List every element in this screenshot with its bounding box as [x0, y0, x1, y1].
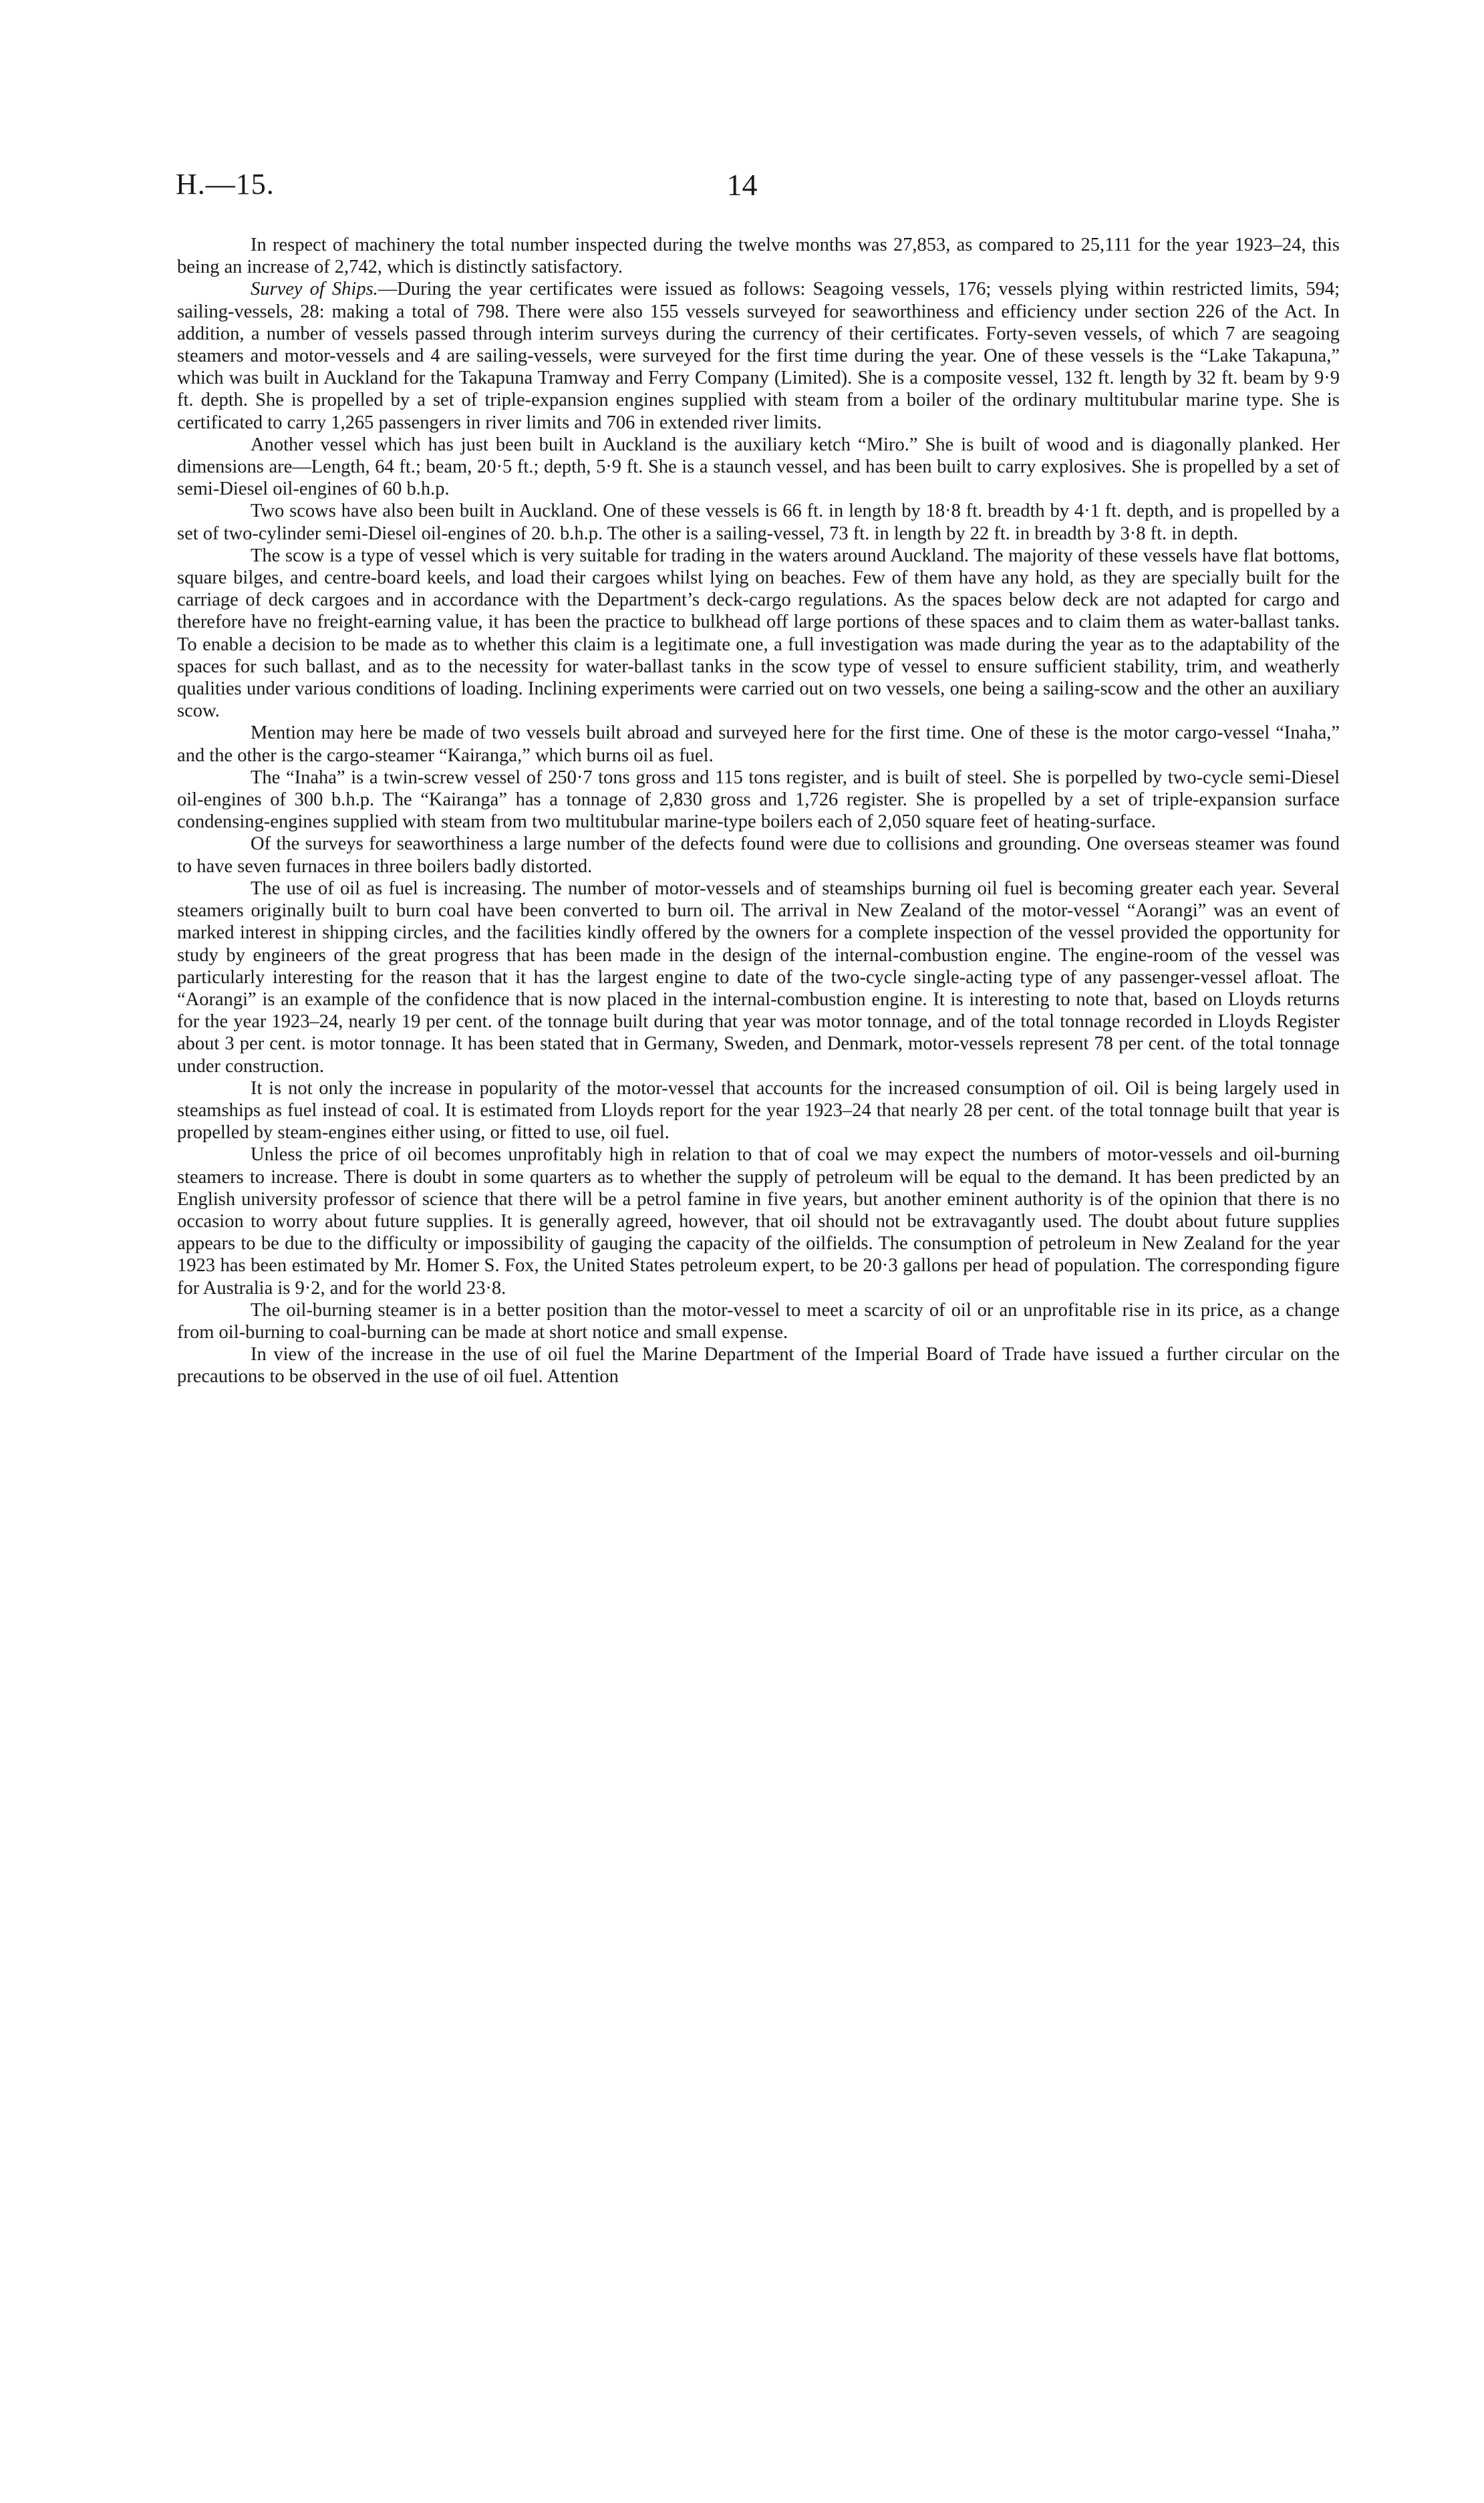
paper-reference: H.—15. — [176, 168, 275, 201]
paragraph — [177, 234, 1340, 278]
paragraph — [177, 878, 1340, 1077]
paragraph-text: Of the surveys for seaworthiness a large number of the defects found were due to collisions and grounding. One overseas steamer was found to have seven furnaces in three boilers badly distorted. — [177, 833, 1340, 877]
paragraph — [177, 1299, 1340, 1343]
paragraph-text: In respect of machinery the total number inspected during the twelve months was 27,853, as compared to 25,111 for the year 1923–24, this being an increase of 2,742, which is distinctly satisfactory. — [177, 235, 1340, 278]
page-number: 14 — [726, 168, 758, 202]
paragraph — [177, 833, 1340, 877]
paragraph — [177, 1077, 1340, 1144]
section-heading: Survey of Ships. — [251, 279, 378, 300]
paragraph-text: The oil-burning steamer is in a better position than the motor-vessel to meet a scarcity of oil or an unprofitable rise in its price, as a change from oil-burning to coal-burning can be made at short notice and small expense. — [177, 1299, 1340, 1343]
paragraph: Survey of Ships.—During the year certificates were issued as follows: Seagoing vessels, 176; vessels plying within restricted limits, 594; sailing-vessels, 28: making a total of 798. There were also 155 vessels surveyed for seaworthiness and efficiency under section 226 of the Act. In addition, a number of vessels passed through interim surveys during the currency of their certificates. Forty-seven vessels, of which 7 are seagoing steamers and motor-vessels and 4 are sailing-vessels, were surveyed for the first time during the year. One of these vessels is the “Lake Takapuna,” which was built in Auckland for the Takapuna Tramway and Ferry Company (Limited). She is a composite vessel, 132 ft. length by 32 ft. beam by 9·9 ft. depth. She is propelled by a set of triple-expansion engines supplied with steam from a boiler of the ordinary multitubular marine type. She is certificated to carry 1,265 passengers in river limits and 706 in extended river limits. — [177, 279, 1340, 433]
paragraph-text: The “Inaha” is a twin-screw vessel of 250·7 tons gross and 115 tons register, and is built of steel. She is porpelled by two-cycle semi-Diesel oil-engines of 300 b.h.p. The “Kairanga” has a tonnage of 2,830 gross and 1,726 register. She is propelled by a set of triple-expansion surface condensing-engines supplied with steam from two multitubular marine-type boilers each of 2,050 square feet of heating-surface. — [177, 767, 1340, 833]
paragraph-text: Another vessel which has just been built in Auckland is the auxiliary ketch “Miro.” She is built of wood and is diagonally planked. Her dimensions are—Length, 64 ft.; beam, 20·5 ft.; depth, 5·9 ft. She is a staunch vessel, and has been built to carry explosives. She is propelled by a set of semi-Diesel oil-engines of 60 b.h.p. — [177, 434, 1340, 500]
paragraph-text: Mention may here be made of two vessels built abroad and surveyed here for the first time. One of these is the motor cargo-vessel “Inaha,” and the other is the cargo-steamer “Kairanga,” which burns oil as fuel. — [177, 722, 1340, 766]
paragraph — [177, 1343, 1340, 1388]
paragraph-text: In view of the increase in the use of oil fuel the Marine Department of the Imperial Board of Trade have issued a further circular on the precautions to be observed in the use of oil fuel. Attention — [177, 1344, 1340, 1388]
paragraph — [177, 722, 1340, 766]
paragraph-text: Unless the price of oil becomes unprofitably high in relation to that of coal we may expect the numbers of motor-vessels and oil-burning steamers to increase. There is doubt in some quarters as to whether the supply of petroleum will be equal to the demand. It has been predicted by an English university professor of science that there will be a petrol famine in five years, but another eminent authority is of the opinion that there is no occasion to worry about future supplies. It is generally agreed, however, that oil should not be extravagantly used. The doubt about future supplies appears to be due to the difficulty or impossibility of gauging the capacity of the oilfields. The consumption of petroleum in New Zealand for the year 1923 has been estimated by Mr. Homer S. Fox, the United States petroleum expert, to be 20·3 gallons per head of population. The corresponding figure for Australia is 9·2, and for the world 23·8. — [177, 1144, 1340, 1299]
paragraph — [177, 500, 1340, 544]
paragraph-text: The use of oil as fuel is increasing. The number of motor-vessels and of steamships burning oil fuel is becoming greater each year. Several steamers originally built to burn coal have been converted to burn oil. The arrival in New Zealand of the motor-vessel “Aorangi” was an event of marked interest in shipping circles, and the facilities kindly offered by the owners for a complete inspection of the vessel provided the opportunity for study by engineers of the great progress that has been made in the design of the internal-combustion engine. The engine-room of the vessel was particularly interesting for the reason that it has the largest engine to date of the two-cycle single-acting type of any passenger-vessel afloat. The “Aorangi” is an example of the confidence that is now placed in the internal-combustion engine. It is interesting to note that, based on Lloyds returns for the year 1923–24, nearly 19 per cent. of the tonnage built during that year was motor tonnage, and of the total tonnage recorded in Lloyds Register about 3 per cent. is motor tonnage. It has been stated that in Germany, Sweden, and Denmark, motor-vessels represent 78 per cent. of the total tonnage under construction. — [177, 878, 1340, 1077]
paragraph — [177, 434, 1340, 501]
paragraph — [177, 545, 1340, 722]
paragraph-text: The scow is a type of vessel which is very suitable for trading in the waters around Auckland. The majority of these vessels have flat bottoms, square bilges, and centre-board keels, and load their cargoes whilst lying on beaches. Few of them have any hold, as they are specially built for the carriage of deck cargoes and in accordance with the Department’s deck-cargo regulations. As the spaces below deck are not adapted for cargo and therefore have no freight-earning value, it has been the practice to bulkhead off large portions of these spaces and to claim them as water-ballast tanks. To enable a decision to be made as to whether this claim is a legitimate one, a full investigation was made during the year as to the adaptability of the spaces for such ballast, and as to the necessity for water-ballast tanks in the scow type of vessel to ensure sufficient stability, trim, and weatherly qualities under various conditions of loading. Inclining experiments were carried out on two vessels, one being a sailing-scow and the other an auxiliary scow. — [177, 545, 1340, 722]
paragraph-text: It is not only the increase in popularity of the motor-vessel that accounts for the increased consumption of oil. Oil is being largely used in steamships as fuel instead of coal. It is estimated from Lloyds report for the year 1923–24 that nearly 28 per cent. of the total tonnage built that year is propelled by steam-engines either using, or fitted to use, oil fuel. — [177, 1077, 1340, 1144]
paragraph — [177, 767, 1340, 833]
paragraph — [177, 1144, 1340, 1299]
body-text — [177, 234, 1340, 1388]
paragraph-text: Two scows have also been built in Auckland. One of these vessels is 66 ft. in length by 18·8 ft. breadth by 4·1 ft. depth, and is propelled by a set of two-cylinder semi-Diesel oil-engines of 20. b.h.p. The other is a sailing-vessel, 73 ft. in length by 22 ft. in breadth by 3·8 ft. in depth. — [177, 501, 1340, 544]
paragraph-text: During the year certificates were issued as follows: Seagoing vessels, 176; vessels plying within restricted limits, 594; sailing-vessels, 28: making a total of 798. There were also 155 vessels surveyed for seaworthiness and efficiency under section 226 of the Act. In addition, a number of vessels passed through interim surveys during the currency of their certificates. Forty-seven vessels, of which 7 are seagoing steamers and motor-vessels and 4 are sailing-vessels, were surveyed for the first time during the year. One of these vessels is the “Lake Takapuna,” which was built in Auckland for the Takapuna Tramway and Ferry Company (Limited). She is a composite vessel, 132 ft. length by 32 ft. beam by 9·9 ft. depth. She is propelled by a set of triple-expansion engines supplied with steam from a boiler of the ordinary multitubular marine type. She is certificated to carry 1,265 passengers in river limits and 706 in extended river limits. — [177, 279, 1340, 433]
